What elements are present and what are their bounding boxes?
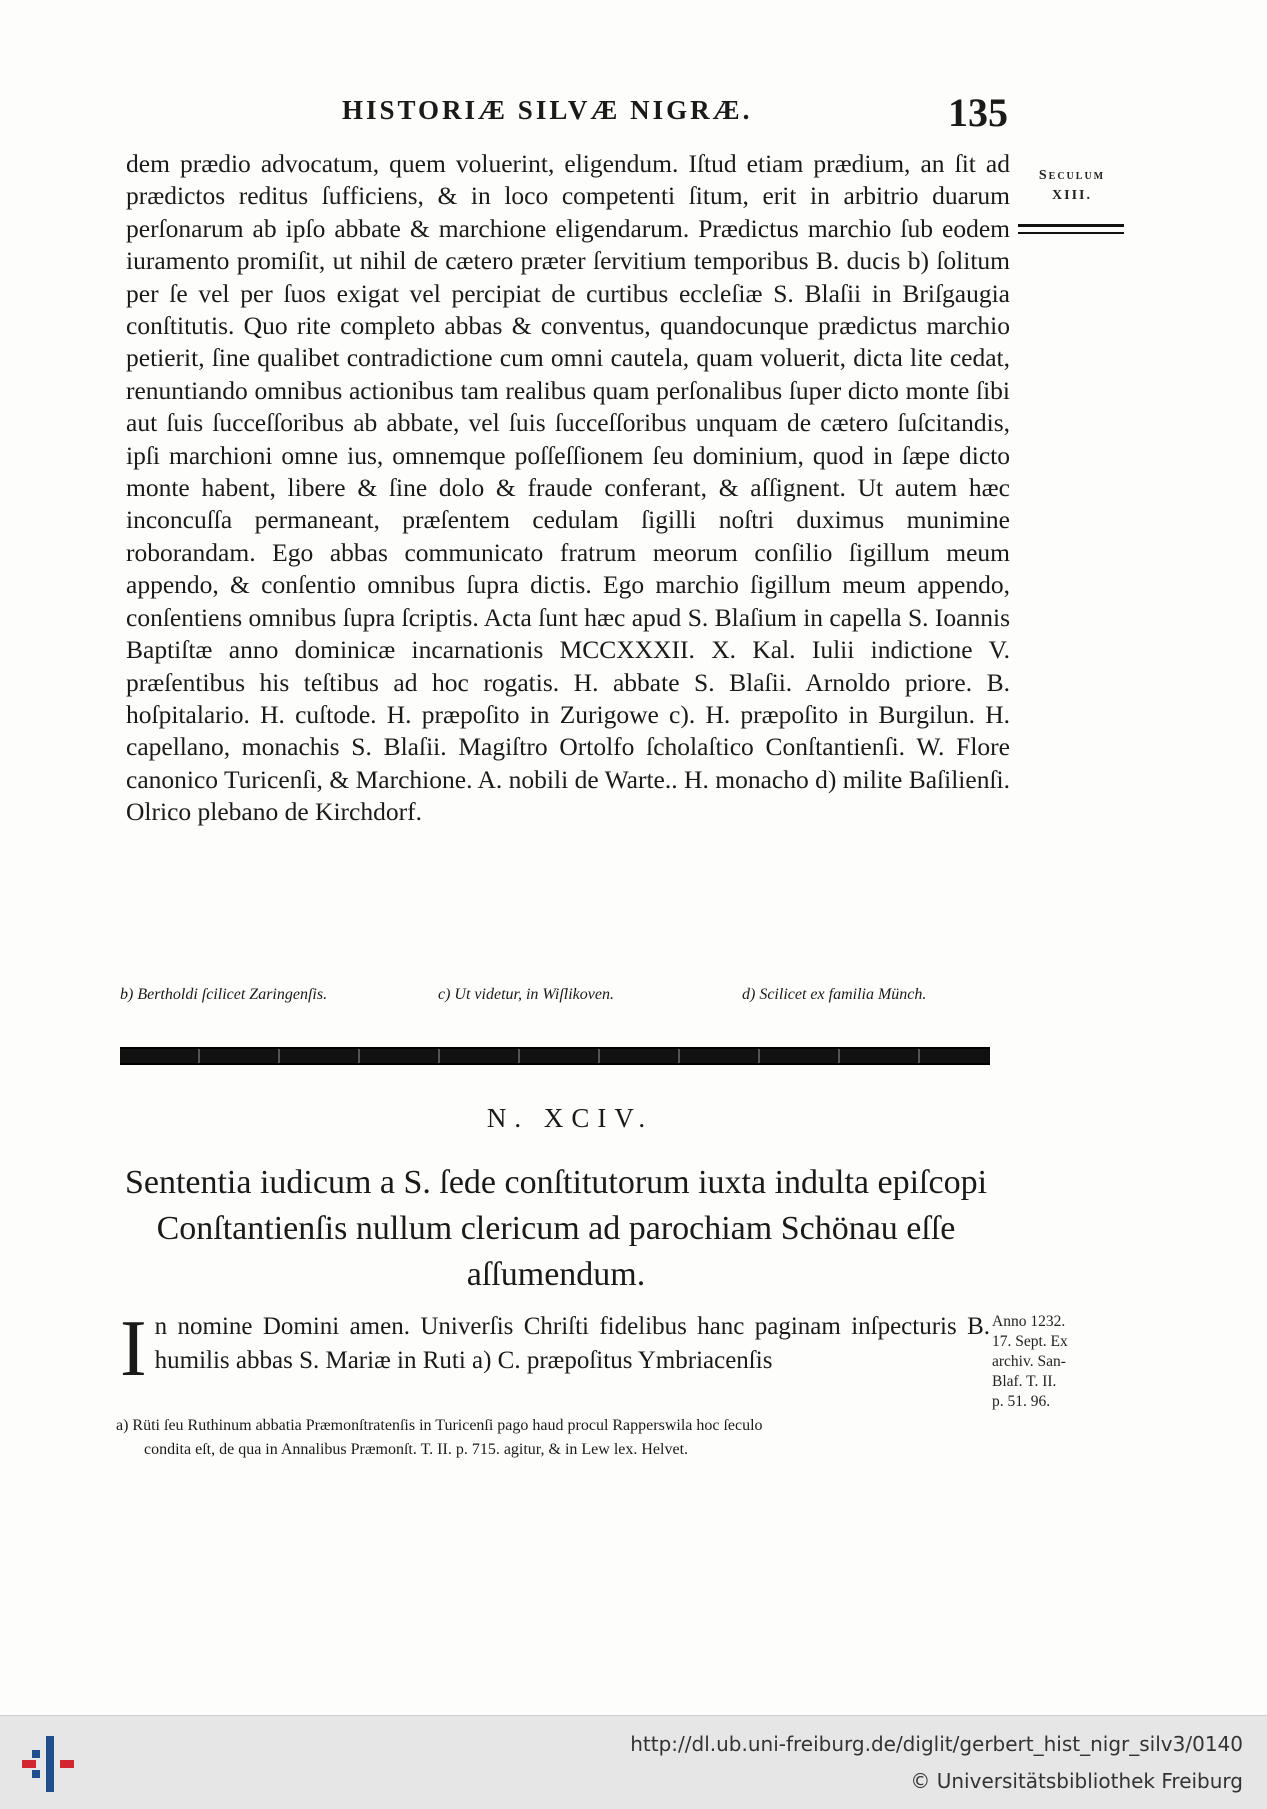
- copyright-notice: © Universitätsbibliothek Freiburg: [910, 1769, 1243, 1793]
- margin-anno-line: Blaf. T. II.: [992, 1373, 1057, 1390]
- margin-anno-line: archiv. San-: [992, 1353, 1066, 1370]
- margin-date-note: [992, 1312, 1112, 1412]
- footnote-b: b) Bertholdi ſcilicet Zaringenſis.: [120, 986, 328, 1003]
- running-title: HISTORIÆ SILVÆ NIGRÆ.: [342, 95, 753, 125]
- running-head: [120, 90, 1020, 135]
- document-opening: [120, 1305, 990, 1393]
- footnote-c: c) Ut videtur, in Wiſlikoven.: [438, 986, 614, 1003]
- footnote-a-line1: a) Rüti ſeu Ruthinum abbatia Præmonſtratenſis in Turicenſi pago haud procul Rapperswila hoc ſeculo: [116, 1417, 763, 1434]
- margin-seculum-number: XIII.: [1052, 188, 1092, 203]
- document-number: N. XCIV.: [486, 1103, 654, 1133]
- margin-century-note: [1022, 166, 1122, 206]
- margin-rule: [1018, 224, 1124, 234]
- margin-anno-line: Anno 1232.: [992, 1313, 1066, 1330]
- drop-cap: I: [120, 1305, 147, 1393]
- library-logo-icon: [22, 1736, 78, 1792]
- margin-anno-line: 17. Sept. Ex: [992, 1333, 1068, 1350]
- footnote-d: d) Scilicet ex familia Münch.: [742, 986, 927, 1003]
- section-divider: [120, 1047, 990, 1065]
- margin-seculum-label: Seculum: [1038, 168, 1106, 183]
- opening-text: n nomine Domini amen. Univerſis Chriſti fidelibus hanc paginam inſpecturis B. humilis abbas S. Mariæ in Ruti a) C. præpoſitus Ymbriacenſis: [154, 1313, 990, 1374]
- footnote-a-line2: condita eſt, de qua in Annalibus Præmonſt. T. II. p. 715. agitur, & in Lew lex. Helvet.: [144, 1441, 689, 1458]
- footer-bar: [0, 1715, 1267, 1809]
- page-number: 135: [948, 90, 1008, 135]
- body-paragraph: dem prædio advocatum, quem voluerint, eligendum. Iſtud etiam prædium, an ſit ad prædictos reditus ſufficiens, & in loco competenti ſitum, erit in arbitrio duarum perſonarum ab ipſo abbate & marchione eligendarum. Prædictus marchio ſub eodem iuramento promiſit, ut nihil de cætero præter ſervitium temporibus B. ducis b) ſolitum per ſe vel per ſuos exigat vel percipiat de curtibus eccleſiæ S. Blaſii in Briſgaugia conſtitutis. Quo rite completo abbas & conventus, quandocunque prædictus marchio petierit, ſine qualibet contradictione cum omni cautela, quam voluerit, dicta lite cedat, renuntiando omnibus actionibus tam realibus quam perſonalibus ſuper dicto monte ſibi aut ſuis ſucceſſoribus ab abbate, vel ſuis ſucceſſoribus unquam de cætero ſuſcitandis, ipſi marchioni omne ius, omnemque poſſeſſionem ſeu dominium, quod in ſæpe dicto monte habent, libere & ſine dolo & fraude conferant, & aſſignent. Ut autem hæc inconcuſſa permaneant, præſentem cedulam ſigilli noſtri duximus munimine roborandam. Ego abbas communicato fratrum meorum conſilio ſigillum meum appendo, & conſentio omnibus ſupra dictis. Ego marchio ſigillum meum appendo, conſentiens omnibus ſupra ſcriptis. Acta ſunt hæc apud S. Blaſium in capella S. Ioannis Baptiſtæ anno dominicæ incarnationis MCCXXXII. X. Kal. Iulii indictione V. præſentibus his teſtibus ad hoc rogatis. H. abbate S. Blaſii. Arnoldo priore. B. hoſpitalario. H. cuſtode. H. præpoſito in Zurigowe c). H. præpoſito in Burgilun. H. capellano, monachis S. Blaſii. Magiſtro Ortolfo ſcholaſtico Conſtantienſi. W. Flore canonico Turicenſi, & Marchione. A. nobili de Warte.. H. monacho d) milite Baſilienſi. Olrico plebano de Kirchdorf.: [126, 149, 1010, 827]
- permalink-url[interactable]: http://dl.ub.uni-freiburg.de/diglit/gerbert_hist_nigr_silv3/0140: [630, 1732, 1243, 1756]
- document-heading: Sententia iudicum a S. ſede conſtitutorum iuxta indulta epiſcopi Conſtantienſis nullum clericum ad parochiam Schönau eſſe aſſumendum.: [124, 1164, 988, 1293]
- footnote-bottom: [116, 1414, 996, 1462]
- body-text: [126, 148, 1010, 829]
- margin-anno-line: p. 51. 96.: [992, 1393, 1051, 1410]
- footnotes-top: [120, 986, 1020, 1010]
